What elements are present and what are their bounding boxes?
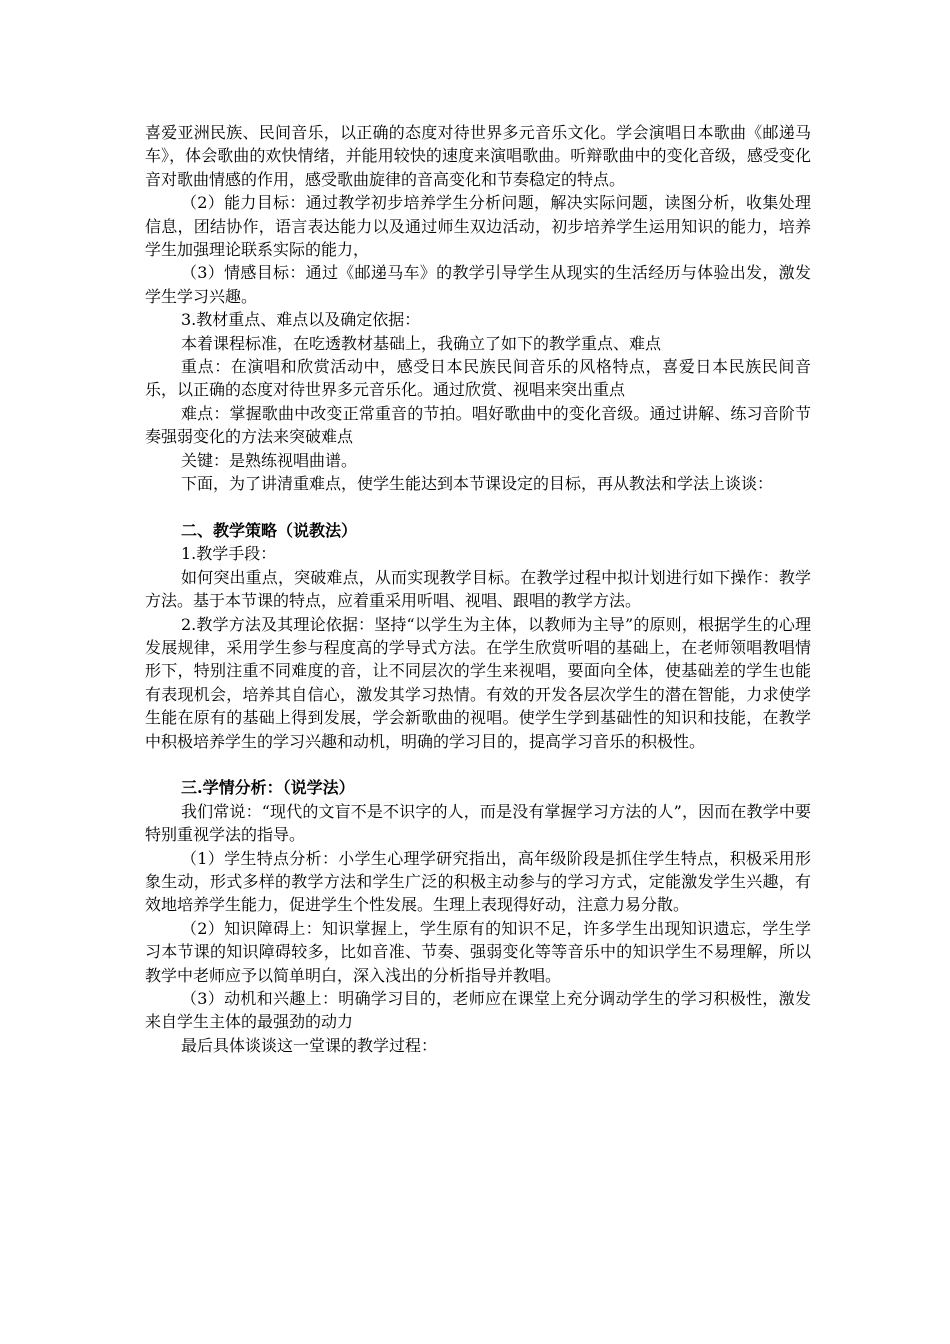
- paragraph-student-traits: （1）学生特点分析：小学生心理学研究指出，高年级阶段是抓住学生特点，积极采用形象生动，形式多样的教学方法和学生广泛的积极主动参与的学习方式，定能激发学生兴趣，有效地培养学生能力，促进学生个性发展。生理上表现得好动，注意力易分散。: [145, 848, 811, 915]
- paragraph-ability-goal: （2）能力目标：通过教学初步培养学生分析问题，解决实际问题，读图分析，收集处理信息，团结协作，语言表达能力以及通过师生双边活动，初步培养学生运用知识的能力，培养学生加强理论联系实际的能力，: [145, 193, 811, 260]
- paragraph-emotion-goal: （3）情感目标：通过《邮递马车》的教学引导学生从现实的生活经历与体验出发，激发学生学习兴趣。: [145, 263, 811, 306]
- paragraph-focus-title: 3.教材重点、难点以及确定依据：: [181, 310, 421, 330]
- paragraph-crux: 关键：是熟练视唱曲谱。: [181, 450, 358, 470]
- paragraph-teaching-method: 2.教学方法及其理论依据：坚持“以学生为主体，以教师为主导”的原则，根据学生的心理发展规律，采用学生参与程度高的学导式方法。在学生欣赏听唱的基础上，在老师领唱教唱情形下，特别注重不同难度的音，让不同层次的学生来视唱，要面向全体，使基础差的学生也能有表现机会，培养其自信心，激发其学习热情。有效的开发各层次学生的潜在智能，力求使学生能在原有的基础上得到发展，学会新歌曲的视唱。使学生学到基础性的知识和技能，在教学中积极培养学生的学习兴趣和动机，明确的学习目的，提高学习音乐的积极性。: [145, 614, 811, 751]
- paragraph-teaching-means: 如何突出重点，突破难点，从而实现教学目标。在教学过程中拟计划进行如下操作：教学方法。基于本节课的特点，应着重采用听唱、视唱、跟唱的教学方法。: [145, 567, 811, 611]
- paragraph-transition: 下面，为了讲清重难点，使学生能达到本节课设定的目标，再从教法和学法上谈谈：: [181, 474, 774, 494]
- paragraph-motivation: （3）动机和兴趣上：明确学习目的，老师应在课堂上充分调动学生的学习积极性，激发来自学生主体的最强劲的动力: [145, 989, 811, 1032]
- paragraph-means-title: 1.教学手段：: [181, 544, 277, 564]
- paragraph-music-culture: 喜爱亚洲民族、民间音乐，以正确的态度对待世界多元音乐文化。学会演唱日本歌曲《邮递马车》，体会歌曲的欢快情绪，并能用较快的速度来演唱歌曲。听辩歌曲中的变化音级，感受变化音对歌曲情感的作用，感受歌曲旋律的音高变化和节奏稳定的特点。: [145, 123, 811, 189]
- paragraph-key-point: 重点：在演唱和欣赏活动中，感受日本民族民间音乐的风格特点，喜爱日本民族民间音乐，以正确的态度对待世界多元音乐化。通过欣赏、视唱来突出重点: [145, 357, 811, 400]
- paragraph-difficult-point: 难点：掌握歌曲中改变正常重音的节拍。唱好歌曲中的变化音级。通过讲解、练习音阶节奏强弱变化的方法来突破难点: [145, 403, 811, 447]
- paragraph-closing: 最后具体谈谈这一堂课的教学过程：: [181, 1035, 438, 1055]
- paragraph-knowledge-barrier: （2）知识障碍上：知识掌握上，学生原有的知识不足，许多学生出现知识遗忘，学生学习本节课的知识障碍较多，比如音准、节奏、强弱变化等等音乐中的知识学生不易理解，所以教学中老师应予以简单明白，深入浅出的分析指导并教唱。: [145, 918, 811, 985]
- paragraph-common-saying: 我们常说：“现代的文盲不是不识字的人，而是没有掌握学习方法的人”，因而在教学中要特别重视学法的指导。: [145, 801, 811, 845]
- heading-learning-analysis: 三.学情分析：（说学法）: [181, 778, 355, 798]
- heading-teaching-strategy: 二、教学策略（说教法）: [181, 520, 358, 540]
- blank-line: [145, 496, 811, 519]
- document-page: [145, 121, 811, 1057]
- blank-line: [145, 753, 811, 776]
- paragraph-curriculum-standard: 本着课程标准，在吃透教材基础上，我确立了如下的教学重点、难点: [181, 333, 662, 353]
